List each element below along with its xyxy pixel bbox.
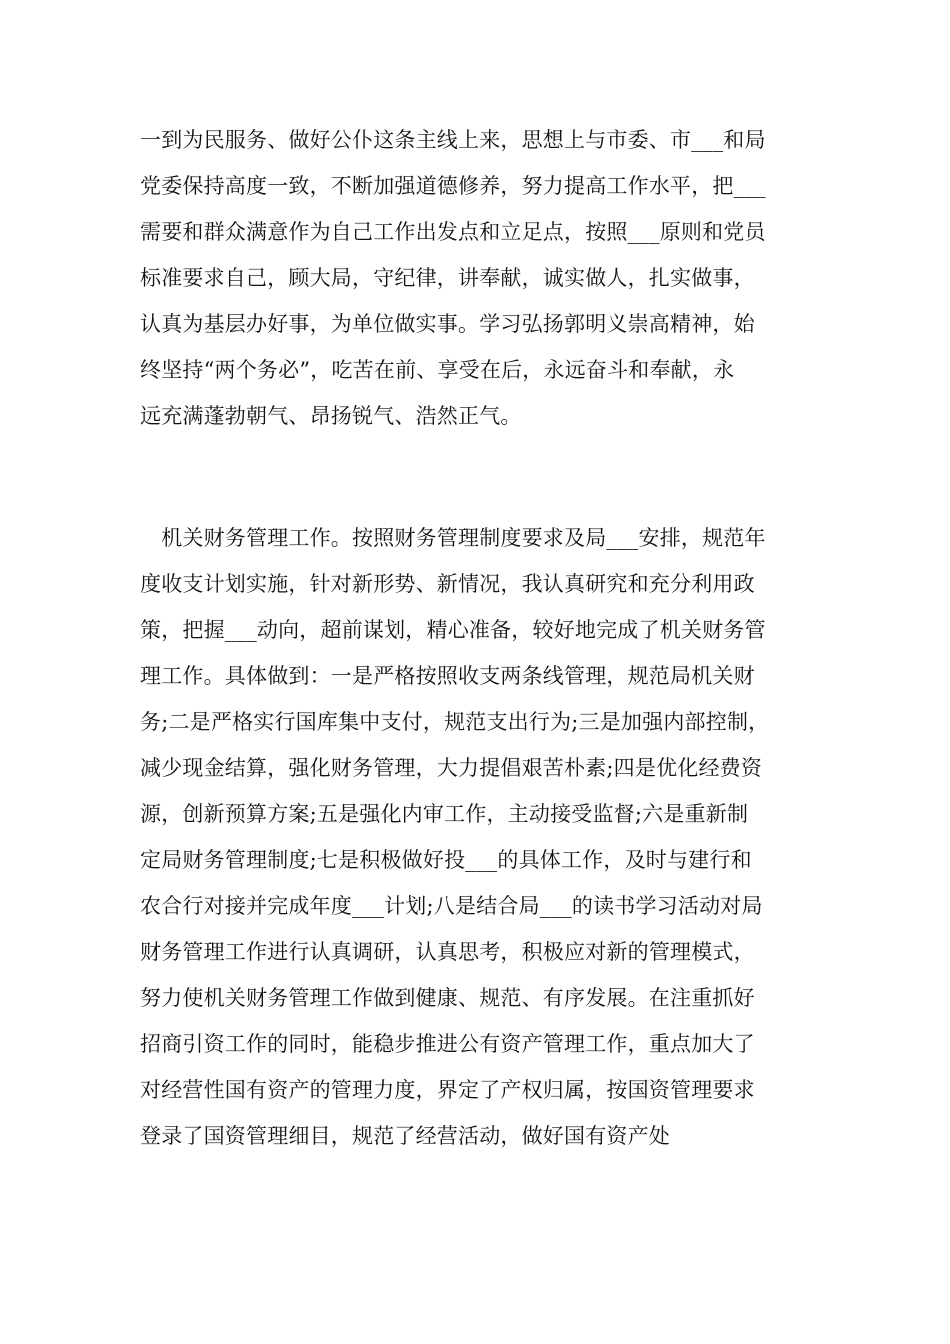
text-line: 一到为民服务、做好公仆这条主线上来，思想上与市委、市___和局	[140, 128, 766, 152]
text-line: 源，创新预算方案;五是强化内审工作，主动接受监督;六是重新制	[140, 802, 749, 826]
paragraph-2	[140, 515, 820, 1159]
text-line: 终坚持“两个务必”，吃苦在前、享受在后，永远奋斗和奉献，永	[140, 358, 735, 382]
text-line: 认真为基层办好事，为单位做实事。学习弘扬郭明义崇高精神，始	[140, 312, 755, 336]
text-line: 标准要求自己，顾大局，守纪律，讲奉献，诚实做人，扎实做事，	[140, 266, 755, 290]
text-line: 需要和群众满意作为自己工作出发点和立足点，按照___原则和党员	[140, 220, 766, 244]
paragraph-1	[140, 117, 820, 439]
text-line: 策，把握___动向，超前谋划，精心准备，较好地完成了机关财务管	[140, 618, 766, 642]
text-line: 党委保持高度一致，不断加强道德修养，努力提高工作水平，把___	[140, 174, 766, 198]
text-line: 远充满蓬勃朝气、昂扬锐气、浩然正气。	[140, 404, 522, 428]
text-line: 机关财务管理工作。按照财务管理制度要求及局___安排，规范年	[140, 526, 766, 550]
text-line: 理工作。具体做到：一是严格按照收支两条线管理，规范局机关财	[140, 664, 755, 688]
text-line: 务;二是严格实行国库集中支付，规范支出行为;三是加强内部控制，	[140, 710, 770, 734]
text-line: 定局财务管理制度;七是积极做好投___的具体工作，及时与建行和	[140, 848, 752, 872]
text-line: 度收支计划实施，针对新形势、新情况，我认真研究和充分利用政	[140, 572, 755, 596]
text-line: 登录了国资管理细目，规范了经营活动，做好国有资产处	[140, 1124, 670, 1148]
text-line: 对经营性国有资产的管理力度，界定了产权归属，按国资管理要求	[140, 1078, 755, 1102]
text-line: 农合行对接并完成年度___计划;八是结合局___的读书学习活动对局	[140, 894, 763, 918]
text-line: 招商引资工作的同时，能稳步推进公有资产管理工作，重点加大了	[140, 1032, 755, 1056]
text-line: 财务管理工作进行认真调研，认真思考，积极应对新的管理模式，	[140, 940, 755, 964]
text-line: 减少现金结算，强化财务管理，大力提倡艰苦朴素;四是优化经费资	[140, 756, 763, 780]
text-line: 努力使机关财务管理工作做到健康、规范、有序发展。在注重抓好	[140, 986, 755, 1010]
